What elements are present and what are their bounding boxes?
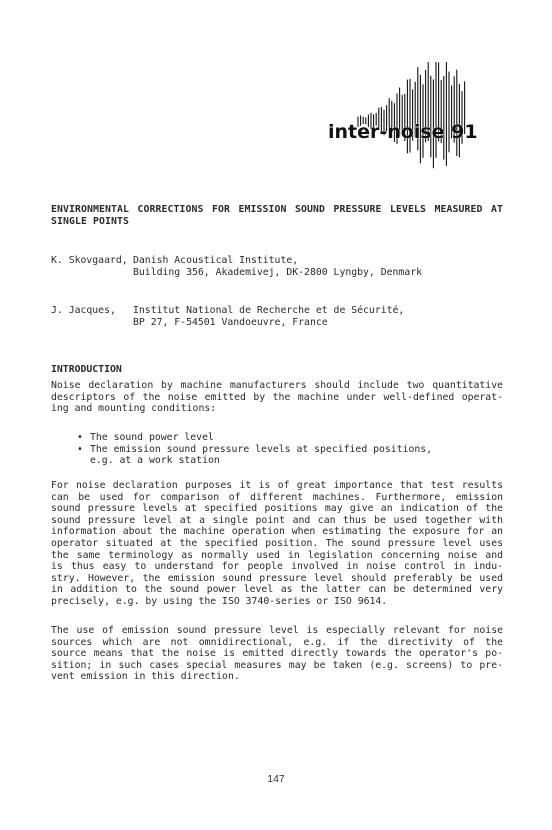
paragraph — [51, 480, 503, 608]
bullet-marker: • — [77, 432, 83, 443]
text-line: sition; in such cases special measures may be taken (e.g. screens) to pre- — [51, 659, 503, 671]
text-line: descriptors of the noise emitted by the machine under well-defined operat- — [51, 391, 503, 403]
conference-logo — [318, 60, 488, 190]
inter-noise-logo-graphic — [318, 60, 488, 190]
section-heading: INTRODUCTION — [51, 364, 122, 375]
text-line: stry. However, the emission sound pressure level should preferably be used — [51, 572, 503, 584]
logo-wordmark: inter-noise 91 — [328, 121, 478, 143]
title-line: SINGLE POINTS — [51, 215, 129, 227]
text-line: The use of emission sound pressure level is especially relevant for noise — [51, 625, 503, 636]
text-line: Noise declaration by machine manufacturers should include two quantitative — [51, 380, 503, 391]
text-line: source means that the noise is emitted directly towards the operator's po- — [51, 648, 503, 660]
author-address: BP 27, F-54501 Vandoeuvre, France — [133, 316, 328, 328]
text-line: information about the machine operation when estimating the exposure for an — [51, 526, 503, 538]
text-line: precisely, e.g. by using the ISO 3740-series or ISO 9614. — [51, 595, 388, 607]
text-line: sources which are not omnidirectional, e.g. if the directivity of the — [51, 636, 503, 648]
text-line: the same terminology as normally used in legislation concerning noise and — [51, 549, 503, 561]
list-item-text: The emission sound pressure levels at specified positions, — [90, 443, 433, 455]
author-block — [51, 305, 404, 328]
bullet-marker: • — [77, 443, 83, 455]
text-line: sound pressure level at a single point and can thus be used together with — [51, 514, 503, 526]
title-line: ENVIRONMENTAL CORRECTIONS FOR EMISSION SOUND PRESSURE LEVELS MEASURED AT — [51, 204, 503, 215]
text-line: vent emission in this direction. — [51, 671, 240, 683]
text-line: is thus easy to understand for people involved in noise control in indu- — [51, 561, 503, 573]
text-line: For noise declaration purposes it is of great importance that test results — [51, 480, 503, 491]
paragraph — [51, 625, 503, 683]
text-line: operator situated at the specified position. The sound pressure level uses — [51, 537, 503, 549]
text-line: sound pressure levels at specified positions may give an indication of the — [51, 503, 503, 515]
paragraph — [51, 380, 503, 415]
bullet-list — [77, 432, 432, 467]
page-number: 147 — [267, 773, 285, 785]
author-affiliation: Danish Acoustical Institute, — [133, 255, 299, 266]
author-name: J. Jacques, — [51, 305, 116, 316]
paper-title — [51, 204, 503, 227]
list-item — [77, 432, 432, 444]
list-item — [77, 444, 432, 467]
list-item-text: e.g. at a work station — [90, 455, 220, 467]
author-affiliation: Institut National de Recherche et de Sécurité, — [133, 305, 405, 316]
text-line: in addition to the sound power level as the latter can be determined very — [51, 584, 503, 596]
list-item-text: The sound power level — [90, 432, 214, 443]
author-address: Building 356, Akademivej, DK-2800 Lyngby, Denmark — [133, 266, 423, 278]
text-line: ing and mounting conditions: — [51, 403, 217, 415]
author-block — [51, 255, 422, 278]
text-line: can be used for comparison of different machines. Furthermore, emission — [51, 491, 503, 503]
author-name: K. Skovgaard, — [51, 255, 128, 266]
